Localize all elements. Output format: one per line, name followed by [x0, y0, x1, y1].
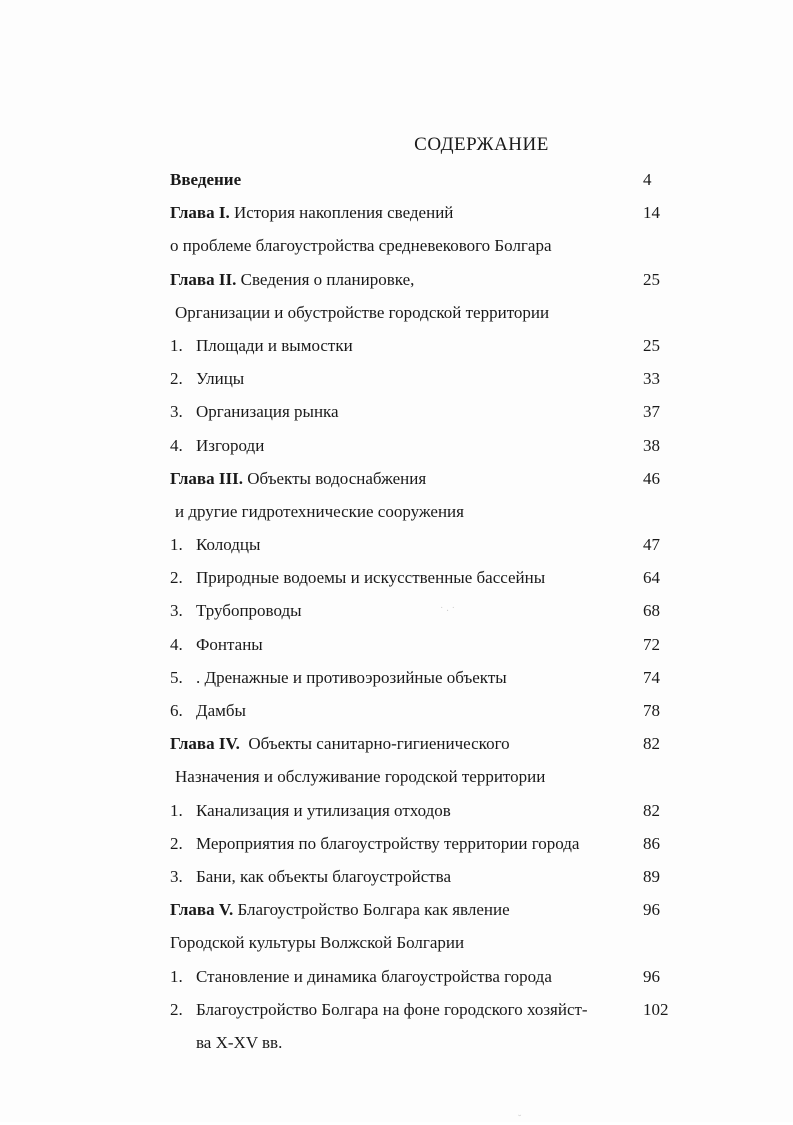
toc-item-number: 5. [170, 667, 183, 687]
toc-entry-text: Изгороди [196, 435, 265, 455]
toc-page-number: 46 [643, 468, 660, 488]
toc-item-number: 4. [170, 435, 183, 455]
toc-entry-text: Организации и обустройстве городской территории [175, 302, 550, 322]
toc-page-number: 25 [643, 269, 660, 289]
toc-page-number: 38 [643, 435, 660, 455]
toc-page-number: 78 [643, 701, 660, 720]
toc-item-number: 3. [170, 866, 183, 886]
toc-item-number: 1. [170, 335, 183, 355]
toc-chapter-label: Глава IV. [170, 734, 240, 754]
toc-entry-text: Сведения о планировке, [236, 269, 415, 289]
toc-entry [170, 434, 690, 467]
toc-entry [170, 168, 690, 201]
toc-entry [170, 334, 690, 367]
toc-chapter-label: Введение [170, 170, 242, 189]
toc-page-number: 82 [643, 734, 660, 754]
toc-item-number: 3. [170, 402, 183, 422]
toc-entry-text: Объекты водоснабжения [242, 468, 427, 488]
toc-entry [170, 765, 690, 798]
toc-entry [170, 931, 690, 964]
toc-entry [170, 732, 690, 765]
toc-page-number: 64 [643, 568, 660, 588]
toc-chapter-label: Глава I. [170, 203, 230, 223]
toc-entry [170, 400, 690, 433]
toc-page-number: 37 [643, 402, 660, 422]
toc-page-number: 33 [643, 369, 660, 389]
toc-entry [170, 898, 690, 931]
toc-entry-text: Природные водоемы и искусственные бассейны [196, 568, 546, 588]
toc-entry-text: Канализация и утилизация отходов [196, 800, 451, 820]
toc-page-number: 86 [643, 833, 660, 853]
toc-page-number: 14 [643, 203, 660, 223]
toc-page-number: 72 [643, 634, 660, 654]
toc-entry-text: Благоустройство Болгара на фоне городского хозяйст- [196, 999, 588, 1019]
toc-entry-text: Назначения и обслуживание городской территории [175, 767, 546, 787]
toc-entry-text: Фонтаны [196, 634, 263, 654]
toc-item-number: 2. [170, 568, 183, 588]
toc-page-number: 68 [643, 601, 660, 621]
toc-entry [170, 699, 690, 732]
toc-page-number: 47 [643, 535, 660, 555]
toc-entry-text: о проблеме благоустройства средневекового Болгара [170, 236, 552, 256]
toc-entry-text: Бани, как объекты благоустройства [196, 866, 452, 886]
toc-chapter-label: Глава III. [170, 468, 243, 488]
toc-entry [170, 965, 690, 998]
toc-entry [170, 998, 690, 1031]
toc-page-number: 74 [643, 667, 660, 687]
toc-entry [170, 666, 690, 699]
toc-entry-text: . Дренажные и противоэрозийные объекты [196, 667, 507, 687]
toc-item-number: 1. [170, 966, 183, 986]
toc-entry-text: Благоустройство Болгара как явление [233, 900, 510, 920]
toc-entry-text: Мероприятия по благоустройству территории города [196, 833, 580, 853]
toc-page-number: 89 [643, 866, 660, 886]
toc-item-number: 2. [170, 369, 183, 389]
scan-speck: ˙ · ˙ [440, 606, 455, 617]
toc-entry-text: Становление и динамика благоустройства города [196, 966, 552, 986]
scan-speck: ˘ [518, 1114, 522, 1125]
toc-page-number: 96 [643, 900, 660, 920]
toc-entry-text: Дамбы [196, 701, 246, 720]
toc-entry [170, 301, 690, 334]
toc-entry [170, 599, 690, 632]
toc-entry [170, 533, 690, 566]
toc-page-number: 25 [643, 335, 660, 355]
toc-item-number: 1. [170, 535, 183, 555]
toc-page-number: 82 [643, 800, 660, 820]
toc-entry [170, 832, 690, 865]
toc-entry [170, 865, 690, 898]
toc-entry [170, 799, 690, 832]
toc-entry [170, 566, 690, 599]
page-title: СОДЕРЖАНИЕ [414, 134, 549, 155]
toc-entry [170, 268, 690, 301]
toc-entry [170, 500, 690, 533]
toc-item-number: 4. [170, 634, 183, 654]
toc-entry-text: Объекты санитарно-гигиенического [239, 734, 510, 754]
toc-entry-continuation [170, 1031, 690, 1064]
toc-chapter-label: Глава II. [170, 269, 237, 289]
table-of-contents [170, 168, 690, 1064]
toc-item-number: 3. [170, 601, 183, 621]
toc-entry-text: Колодцы [196, 535, 261, 555]
toc-entry [170, 201, 690, 234]
toc-entry-text: Площади и вымостки [196, 335, 353, 355]
toc-entry [170, 367, 690, 400]
toc-entry-text: Улицы [196, 369, 245, 389]
toc-item-number: 2. [170, 999, 183, 1019]
toc-entry-text: и другие гидротехнические сооружения [175, 501, 464, 521]
toc-entry-text: История накопления сведений [229, 203, 454, 223]
toc-entry-text: Городской культуры Волжской Болгарии [170, 933, 465, 953]
toc-entry [170, 467, 690, 500]
toc-entry-text: ва X-XV вв. [196, 1032, 283, 1052]
toc-entry-text: Трубопроводы [196, 601, 302, 621]
toc-page-number: 102 [643, 999, 669, 1019]
toc-item-number: 6. [170, 701, 183, 720]
toc-entry [170, 234, 690, 267]
toc-entry [170, 633, 690, 666]
toc-item-number: 2. [170, 833, 183, 853]
toc-entry-text: Организация рынка [196, 402, 339, 422]
toc-page-number: 4 [643, 170, 652, 189]
toc-item-number: 1. [170, 800, 183, 820]
toc-chapter-label: Глава V. [170, 900, 234, 920]
toc-page-number: 96 [643, 966, 660, 986]
